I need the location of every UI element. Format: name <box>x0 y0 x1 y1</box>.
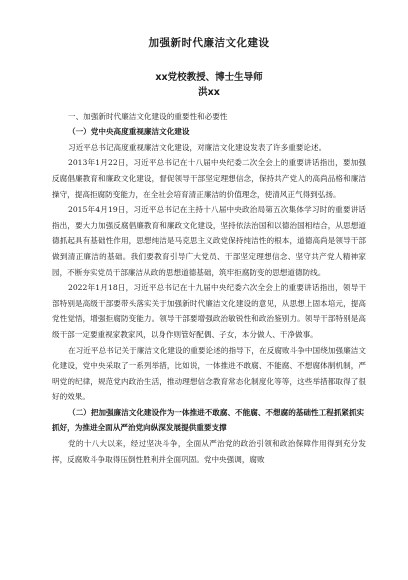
body-paragraph: 习近平总书记高度重视廉洁文化建设，对廉洁文化建设发表了许多重要论述。 <box>68 142 327 152</box>
body-paragraph: 2022年1月18日，习近平总书记在十九届中央纪委六次全会上的重要讲话指出，领导干部特别是高级干部要带头落实关于加强新时代廉洁文化建设的意见，从思想上固本培元，提高党性觉悟，增强拒腐防变能力。领导干部要增强政治敏锐性和政治鉴别力。领导干部特别是高级干部一定要重视家教家风，以身作则管好配偶、子女，本分做人、干净做事。 <box>52 283 366 339</box>
author-affiliation: xx党校教授、博士生导师 <box>155 71 263 83</box>
body-paragraph: 2013年1月22日，习近平总书记在十八届中央纪委二次全会上的重要讲话指出，要加强反腐倡廉教育和廉政文化建设，督促领导干部坚定理想信念，保持共产党人的高尚品格和廉洁操守，提高拒腐防变能力，在全社会培育清正廉洁的价值理念，使清风正气得到弘扬。 <box>52 158 366 199</box>
section-heading: 一、加强新时代廉洁文化建设的重要性和必要性 <box>68 111 228 121</box>
body-paragraph: 2015年4月19日，习近平总书记在主持十八届中央政治局第五次集体学习时的重要讲话指出，要大力加强反腐倡廉教育和廉政文化建设，坚持依法治国和以德治国相结合，从思想道德抓起具有基础性作用，思想纯洁是马克思主义政党保持纯洁性的根本，道德高尚是领导干部做到清正廉洁的基础。我们要教育引导广大党员、干部坚定理想信念、坚守共产党人精神家园，不断夯实党员干部廉洁从政的思想道德基础，筑牢拒腐防变的思想道德防线。 <box>52 205 366 277</box>
subheading: （二）把加强廉洁文化建设作为一体推进不敢腐、不能腐、不想腐的基础性工程抓紧抓实抓好，为推进全面从严治党向纵深发展提供重要支撑 <box>52 407 365 433</box>
author-block <box>52 70 366 100</box>
document-title: 加强新时代廉洁文化建设 <box>148 37 270 49</box>
author-name: 洪xx <box>198 86 220 98</box>
body-paragraph: 在习近平总书记关于廉洁文化建设的重要论述的指导下，在反腐败斗争中国绕加强廉洁文化建设，党中央采取了一系列举措，比如说，一体推进不敢腐、不能腐、不想腐体制机制，严明党的纪律，规范党内政治生活，推动理想信念教育常态化制度化等等，这些举措都取得了很好的效果。 <box>52 345 366 402</box>
subheading: （一）党中央高度重视廉洁文化建设 <box>68 127 190 137</box>
body-paragraph: 党的十八大以来，经过坚决斗争，全面从严治党的政治引领和政治保障作用得到充分发挥，反腐败斗争取得压倒性胜利并全面巩固。党中央强调，腐败 <box>52 439 366 464</box>
